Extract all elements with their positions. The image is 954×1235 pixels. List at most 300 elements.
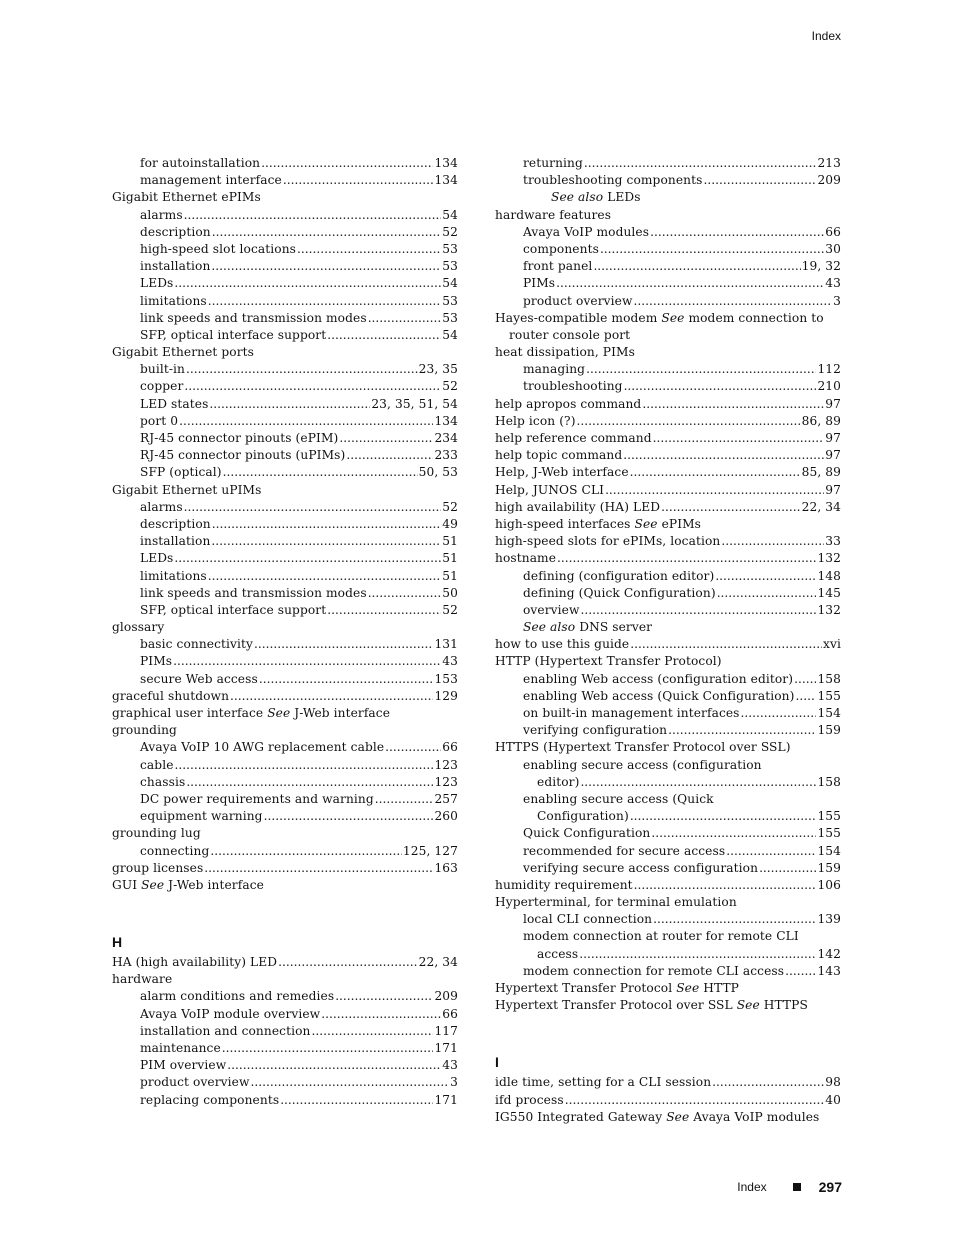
- entry-term: [140, 1006, 320, 1023]
- entry-text: help apropos command: [495, 396, 642, 411]
- page-reference: 123: [434, 757, 458, 772]
- entry-term: [523, 361, 585, 378]
- page-reference: 132: [817, 551, 841, 566]
- dot-leader: [634, 293, 833, 310]
- index-entry: [112, 344, 458, 361]
- page-reference: 66: [825, 224, 841, 239]
- dot-leader: [175, 757, 434, 774]
- page-reference: 163: [434, 860, 458, 875]
- dot-leader: [556, 275, 824, 292]
- page-reference: 23, 35, 51, 54: [371, 396, 458, 411]
- entry-text: high-speed slot locations: [140, 241, 296, 256]
- index-subentry: [495, 585, 841, 602]
- entry-term: [140, 378, 183, 395]
- dot-leader: [223, 464, 418, 481]
- dot-leader: [261, 155, 433, 172]
- index-subentry: [112, 241, 458, 258]
- page-reference: 50: [442, 585, 458, 600]
- section-spacer: [495, 1014, 841, 1048]
- index-subentry: [112, 413, 458, 430]
- entry-term: [523, 757, 762, 774]
- page-reference: 154: [817, 706, 841, 720]
- entry-term: [495, 739, 791, 756]
- entry-term: [523, 585, 716, 602]
- page-reference: 97: [825, 482, 841, 497]
- index-subentry: [495, 155, 841, 172]
- page-reference: 155: [817, 826, 841, 841]
- dot-leader: [593, 258, 800, 275]
- dot-leader: [579, 946, 816, 963]
- see-reference: See: [141, 877, 165, 892]
- page-reference: 53: [442, 241, 458, 256]
- entry-text: PIM overview: [140, 1058, 227, 1073]
- entry-term: [140, 207, 183, 224]
- index-subentry: [495, 189, 841, 206]
- entry-text: components: [523, 241, 599, 256]
- entry-text: Gigabit Ethernet ePIMs: [112, 190, 261, 205]
- entry-term: [523, 843, 725, 860]
- entry-term: [140, 757, 174, 774]
- page-reference: 142: [817, 946, 841, 961]
- entry-term: [140, 241, 296, 258]
- dot-leader: [208, 568, 442, 585]
- dot-leader: [794, 671, 816, 688]
- dot-leader: [584, 155, 817, 172]
- entry-term: [140, 550, 173, 567]
- page-reference: 43: [442, 654, 458, 669]
- index-entry: [495, 894, 841, 911]
- index-subentry: [495, 825, 841, 842]
- dot-leader: [368, 310, 442, 327]
- entry-text: PIMs: [140, 654, 173, 669]
- index-entry: [495, 636, 841, 653]
- index-entry: [495, 310, 841, 327]
- page-reference: 132: [817, 602, 841, 617]
- entry-text: description: [140, 516, 211, 531]
- entry-text: HA (high availability) LED: [112, 955, 278, 970]
- entry-text: Help, J-Web interface: [495, 465, 629, 480]
- index-subentry: [495, 722, 841, 739]
- entry-text: limitations: [140, 568, 207, 583]
- entry-text: front panel: [523, 259, 593, 274]
- page-reference: 53: [442, 310, 458, 325]
- index-subentry: [495, 928, 841, 945]
- index-subentry: [495, 275, 841, 292]
- page-reference: 159: [817, 860, 841, 875]
- entry-term: [495, 636, 629, 653]
- index-subentry: [112, 258, 458, 275]
- page-reference: 134: [434, 173, 458, 188]
- dot-leader: [184, 499, 442, 516]
- entry-term: [140, 988, 334, 1005]
- dot-leader: [580, 774, 816, 791]
- entry-term: [140, 739, 384, 756]
- entry-text: overview: [523, 602, 580, 617]
- entry-term: [523, 671, 793, 688]
- entry-term: [112, 954, 277, 971]
- see-target: modem connection to: [688, 310, 824, 325]
- entry-term: [523, 825, 650, 842]
- entry-term: [495, 653, 722, 670]
- entry-term: [523, 688, 794, 705]
- entry-term: [537, 808, 629, 825]
- index-entry: [112, 860, 458, 877]
- dot-leader: [254, 636, 433, 653]
- dot-leader: [577, 413, 801, 430]
- index-subentry: [112, 378, 458, 395]
- entry-text: management interface: [140, 173, 282, 188]
- entry-term: [112, 344, 254, 361]
- dot-leader: [650, 224, 824, 241]
- page-reference: 117: [434, 1023, 458, 1038]
- entry-text: for autoinstallation: [140, 156, 261, 170]
- entry-text: port 0: [140, 413, 179, 428]
- index-subentry: [112, 361, 458, 378]
- dot-leader: [557, 550, 816, 567]
- index-subentry: [495, 241, 841, 258]
- entry-term: [140, 293, 207, 310]
- page-reference: 54: [442, 327, 458, 342]
- see-target: HTTPS: [763, 998, 808, 1013]
- index-subentry: [112, 1006, 458, 1023]
- entry-text: IG550 Integrated Gateway: [495, 1109, 663, 1124]
- dot-leader: [209, 396, 370, 413]
- dot-leader: [634, 877, 817, 894]
- page-reference: 3: [450, 1075, 458, 1090]
- page-reference: 123: [434, 774, 458, 789]
- entry-text: LED states: [140, 396, 209, 411]
- entry-text: alarm conditions and remedies: [140, 989, 335, 1004]
- entry-text: router console port: [509, 327, 631, 342]
- footer-square-icon: [793, 1183, 801, 1191]
- entry-text: description: [140, 224, 211, 239]
- index-entry: [495, 1109, 841, 1126]
- dot-leader: [212, 224, 442, 241]
- index-entry: [495, 413, 841, 430]
- index-subentry: [112, 1092, 458, 1109]
- dot-leader: [741, 705, 817, 722]
- page-reference: 125, 127: [402, 843, 458, 858]
- entry-text: managing: [523, 362, 586, 377]
- page-reference: 22, 34: [418, 955, 458, 970]
- entry-term: [495, 1074, 711, 1091]
- dot-leader: [630, 636, 822, 653]
- index-subentry: [112, 207, 458, 224]
- index-entry: [495, 1074, 841, 1091]
- entry-term: [140, 413, 178, 430]
- index-subentry: [112, 774, 458, 791]
- entry-text: modem connection for remote CLI access: [523, 963, 785, 978]
- dot-leader: [642, 396, 824, 413]
- dot-leader: [173, 653, 441, 670]
- dot-leader: [259, 671, 434, 688]
- index-entry: [495, 464, 841, 481]
- see-reference: See: [661, 310, 685, 325]
- see-reference: See: [267, 706, 291, 720]
- index-entry: [112, 482, 458, 499]
- entry-term: [140, 533, 210, 550]
- dot-leader: [327, 327, 441, 344]
- entry-text: defining (Quick Configuration): [523, 585, 716, 600]
- dot-leader: [339, 430, 433, 447]
- index-entry: [112, 877, 458, 894]
- index-subentry: [112, 430, 458, 447]
- entry-term: [495, 207, 611, 224]
- index-subentry: [495, 688, 841, 705]
- index-subentry: [495, 963, 841, 980]
- dot-leader: [184, 378, 441, 395]
- index-subentry: [112, 327, 458, 344]
- entry-text: on built-in management interfaces: [523, 706, 740, 720]
- dot-leader: [668, 722, 816, 739]
- page-reference: 66: [442, 1006, 458, 1021]
- dot-leader: [715, 568, 816, 585]
- entry-text: HTTP (Hypertext Transfer Protocol): [495, 654, 722, 669]
- entry-term: [523, 705, 740, 722]
- entry-term: [523, 293, 633, 310]
- entry-text: RJ-45 connector pinouts (ePIM): [140, 431, 339, 445]
- entry-text: verifying secure access configuration: [523, 860, 759, 875]
- entry-term: [112, 619, 164, 636]
- entry-text: RJ-45 connector pinouts (uPIMs): [140, 448, 346, 463]
- dot-leader: [283, 172, 434, 189]
- entry-text: link speeds and transmission modes: [140, 310, 367, 325]
- dot-leader: [703, 172, 816, 189]
- index-subentry: [495, 619, 841, 636]
- entry-text: humidity requirement: [495, 877, 633, 892]
- page-reference: 22, 34: [801, 499, 841, 514]
- entry-text: maintenance: [140, 1041, 221, 1055]
- page-reference: 52: [442, 224, 458, 239]
- page-reference: 139: [817, 912, 841, 927]
- page-footer: [737, 1179, 842, 1195]
- page-reference: 33: [825, 534, 841, 549]
- entry-text: ifd process: [495, 1092, 564, 1107]
- entry-text: SFP (optical): [140, 465, 222, 480]
- entry-term: [523, 224, 649, 241]
- entry-term: [140, 310, 367, 327]
- index-subentry: [112, 550, 458, 567]
- index-subentry: [112, 602, 458, 619]
- dot-leader: [717, 585, 817, 602]
- entry-text: SFP, optical interface support: [140, 327, 327, 342]
- index-subentry: [112, 1057, 458, 1074]
- entry-text: PIMs: [523, 276, 556, 291]
- entry-term: [140, 430, 338, 447]
- dot-leader: [230, 688, 433, 705]
- index-entry: [112, 688, 458, 705]
- entry-text: Hayes-compatible modem: [495, 310, 658, 325]
- entry-term: [523, 963, 784, 980]
- index-subentry: [495, 602, 841, 619]
- entry-text: DC power requirements and warning: [140, 791, 374, 806]
- index-column-right: [495, 155, 841, 1126]
- index-entry: [495, 516, 841, 533]
- index-subentry: [495, 946, 841, 963]
- entry-term: [495, 1109, 819, 1126]
- entry-text: how to use this guide: [495, 637, 630, 652]
- page-reference: 97: [825, 396, 841, 411]
- page-reference: 209: [434, 989, 458, 1004]
- entry-term: [140, 774, 185, 791]
- index-subentry: [495, 774, 841, 791]
- entry-term: [523, 275, 555, 292]
- entry-term: [140, 258, 210, 275]
- entry-text: LEDs: [140, 276, 174, 291]
- index-subentry: [495, 224, 841, 241]
- entry-term: [140, 1057, 226, 1074]
- entry-text: recommended for secure access: [523, 843, 726, 858]
- dot-leader: [785, 963, 816, 980]
- see-target: ePIMs: [661, 516, 702, 531]
- index-subentry: [112, 808, 458, 825]
- dot-leader: [211, 533, 441, 550]
- entry-text: product overview: [523, 293, 633, 308]
- entry-term: [140, 172, 282, 189]
- page-reference: 49: [442, 516, 458, 531]
- dot-leader: [623, 447, 824, 464]
- index-subentry: [112, 224, 458, 241]
- entry-term: [140, 585, 367, 602]
- entry-term: [140, 1023, 310, 1040]
- entry-text: returning: [523, 156, 583, 170]
- page-reference: 158: [817, 671, 841, 686]
- entry-term: [112, 705, 390, 722]
- entry-term: [523, 911, 652, 928]
- entry-text: enabling secure access (Quick: [523, 791, 714, 806]
- dot-leader: [321, 1006, 441, 1023]
- page-reference: 158: [817, 774, 841, 789]
- dot-leader: [368, 585, 442, 602]
- page-reference: 213: [817, 156, 841, 170]
- page-reference: 86, 89: [801, 413, 841, 428]
- see-reference: See: [666, 1109, 690, 1124]
- index-entry: [495, 396, 841, 413]
- index-entry: [495, 482, 841, 499]
- entry-text: editor): [537, 774, 580, 789]
- page-reference: 134: [434, 413, 458, 428]
- entry-text: alarms: [140, 207, 183, 222]
- index-entry: [495, 980, 841, 997]
- page-reference: 97: [825, 431, 841, 445]
- page-reference: 19, 32: [801, 259, 841, 274]
- entry-term: [523, 172, 702, 189]
- index-subentry: [495, 757, 841, 774]
- entry-term: [495, 516, 701, 533]
- index-entry: [495, 447, 841, 464]
- entry-text: hardware: [112, 972, 173, 987]
- index-entry: [495, 739, 841, 756]
- entry-text: access: [537, 946, 579, 961]
- index-subentry: [495, 327, 841, 344]
- index-entry: [112, 619, 458, 636]
- index-subentry: [112, 791, 458, 808]
- entry-text: cable: [140, 757, 174, 772]
- dot-leader: [212, 516, 442, 533]
- index-subentry: [112, 533, 458, 550]
- dot-leader: [630, 808, 817, 825]
- page-reference: 50, 53: [418, 465, 458, 480]
- page-reference: 51: [442, 568, 458, 583]
- dot-leader: [222, 1040, 434, 1057]
- index-subentry: [112, 843, 458, 860]
- page-reference: 145: [817, 585, 841, 600]
- index-column-left: [112, 155, 458, 1109]
- dot-leader: [278, 954, 418, 971]
- index-subentry: [112, 293, 458, 310]
- entry-text: Help icon (?): [495, 413, 576, 428]
- index-subentry: [495, 808, 841, 825]
- entry-text: Avaya VoIP module overview: [140, 1006, 321, 1021]
- page-reference: 3: [833, 293, 841, 308]
- page-reference: 53: [442, 259, 458, 274]
- entry-text: chassis: [140, 774, 186, 789]
- index-subentry: [495, 568, 841, 585]
- index-subentry: [112, 396, 458, 413]
- see-target: Avaya VoIP modules: [693, 1109, 820, 1124]
- dot-leader: [227, 1057, 441, 1074]
- dot-leader: [280, 1092, 433, 1109]
- entry-term: [523, 602, 580, 619]
- dot-leader: [327, 602, 441, 619]
- entry-term: [140, 671, 258, 688]
- index-entry: [112, 954, 458, 971]
- entry-text: grounding lug: [112, 826, 201, 841]
- index-subentry: [495, 843, 841, 860]
- page-reference: 43: [825, 276, 841, 291]
- index-subentry: [112, 275, 458, 292]
- page-reference: 112: [817, 362, 841, 377]
- dot-leader: [651, 825, 816, 842]
- entry-term: [140, 808, 263, 825]
- entry-text: Configuration): [537, 809, 629, 824]
- entry-term: [495, 980, 739, 997]
- entry-term: [523, 791, 714, 808]
- entry-text: graceful shutdown: [112, 688, 230, 703]
- entry-term: [495, 482, 604, 499]
- page-reference: 53: [442, 293, 458, 308]
- entry-text: Quick Configuration: [523, 826, 651, 841]
- entry-term: [112, 860, 203, 877]
- entry-term: [140, 602, 326, 619]
- page-reference: 85, 89: [801, 465, 841, 480]
- dot-leader: [581, 602, 817, 619]
- entry-term: [495, 396, 641, 413]
- entry-text: hostname: [495, 551, 557, 566]
- page-reference: 260: [434, 809, 458, 824]
- index-entry: [495, 653, 841, 670]
- entry-term: [551, 189, 641, 206]
- entry-text: SFP, optical interface support: [140, 602, 327, 617]
- entry-term: [140, 447, 345, 464]
- index-subentry: [112, 464, 458, 481]
- entry-term: [140, 791, 374, 808]
- entry-term: [140, 224, 211, 241]
- index-subentry: [495, 911, 841, 928]
- index-subentry: [112, 653, 458, 670]
- entry-term: [523, 722, 667, 739]
- page-reference: 143: [817, 963, 841, 978]
- entry-term: [140, 155, 260, 172]
- entry-term: [112, 722, 177, 739]
- index-subentry: [495, 293, 841, 310]
- entry-term: [140, 499, 183, 516]
- page-reference: 155: [817, 688, 841, 703]
- page-reference: 51: [442, 551, 458, 566]
- index-subentry: [495, 258, 841, 275]
- entry-term: [495, 499, 660, 516]
- entry-term: [140, 636, 253, 653]
